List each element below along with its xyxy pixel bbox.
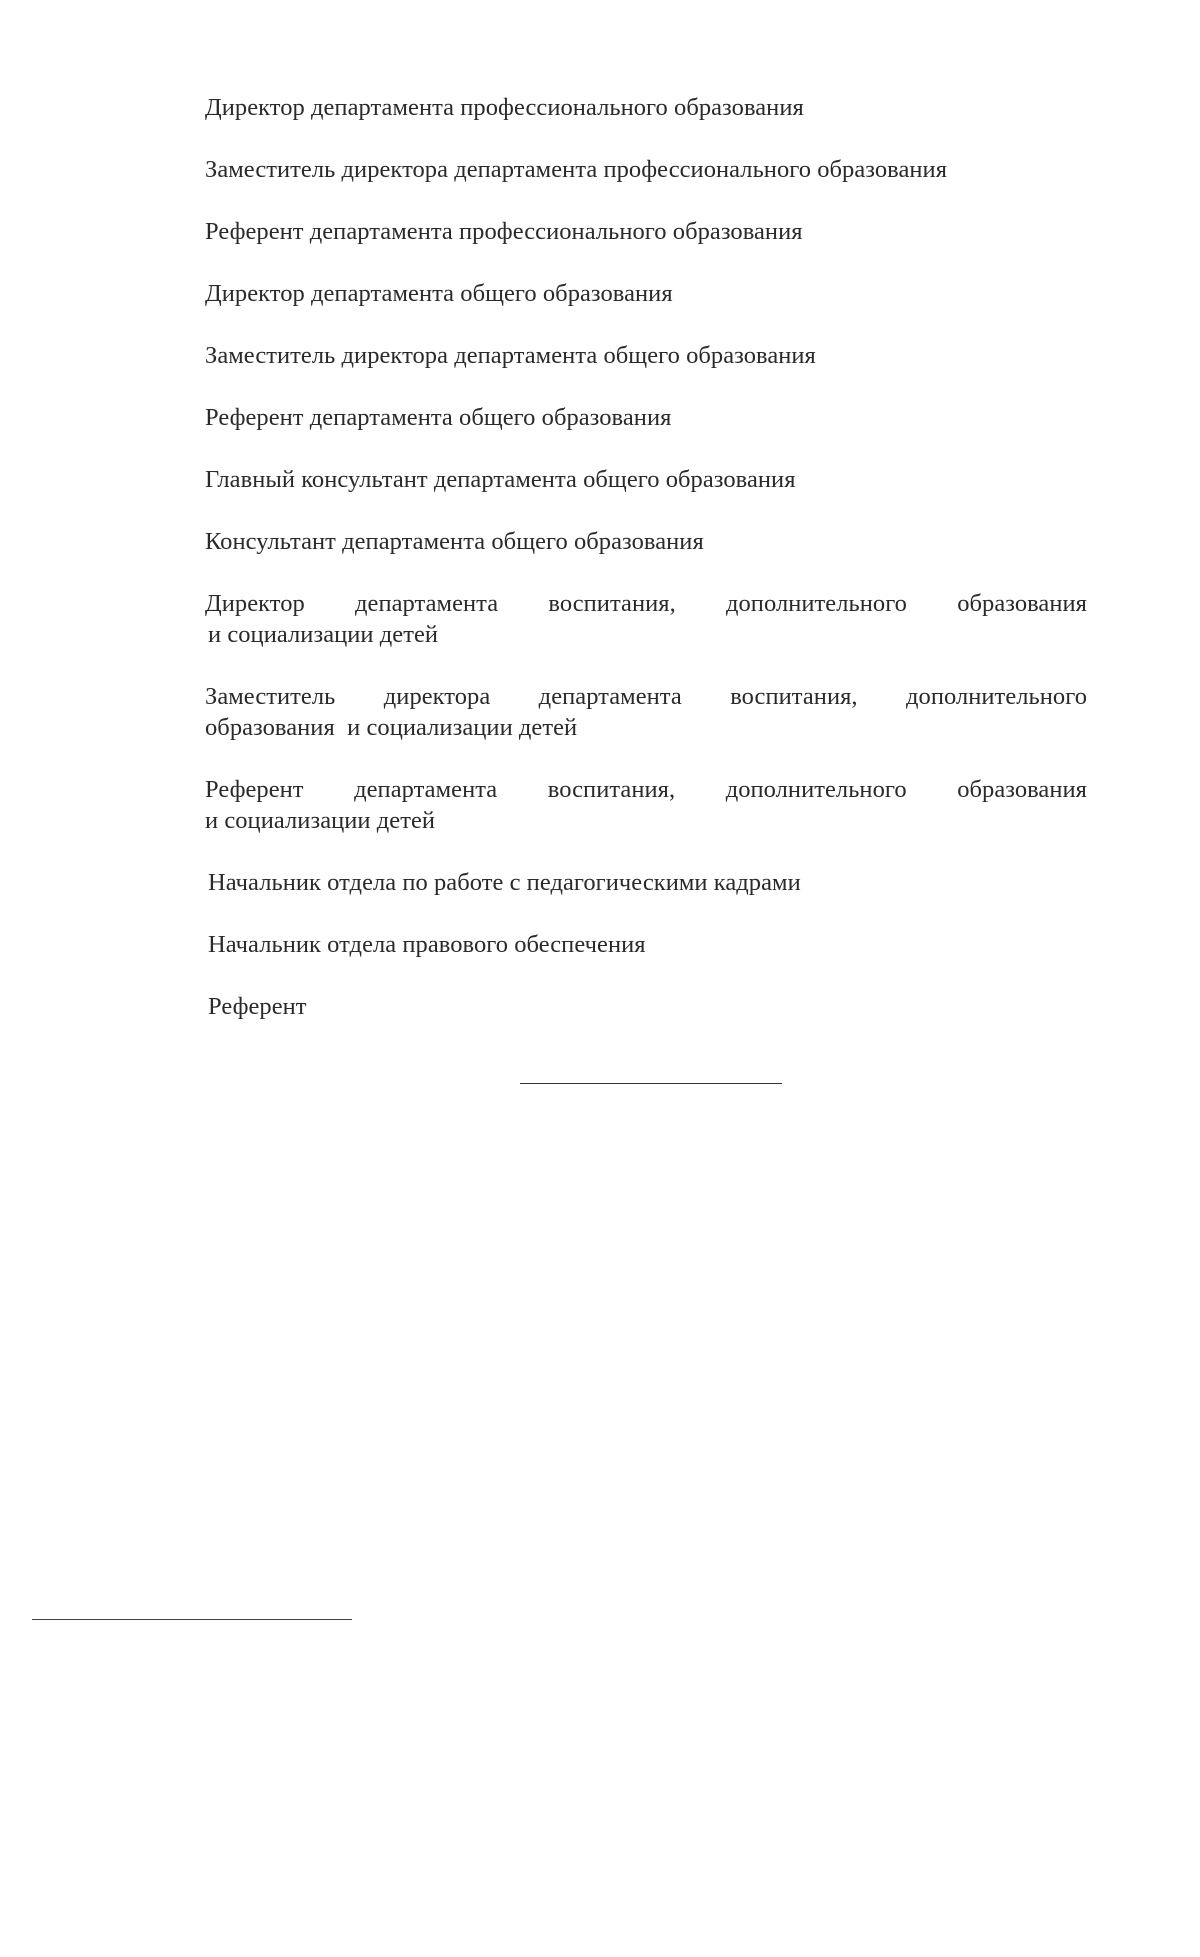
end-of-list-separator (520, 1083, 782, 1084)
footnote-separator (32, 1619, 352, 1620)
position-entry: Директор департамента профессионального образования (205, 94, 804, 121)
position-entry: Начальник отдела по работе с педагогическими кадрами (208, 869, 801, 896)
position-entry-line: Заместитель директора департамента воспитания, дополнительного (205, 683, 1087, 710)
position-list (205, 92, 1087, 1053)
position-entry-line: Референт департамента воспитания, дополнительного образования (205, 776, 1087, 803)
position-entry: Главный консультант департамента общего образования (205, 466, 796, 493)
position-entry: Директор департамента общего образования (205, 280, 673, 307)
position-entry: Консультант департамента общего образования (205, 528, 704, 555)
position-entry: Начальник отдела правового обеспечения (208, 931, 646, 958)
position-entry-line: Директор департамента воспитания, дополнительного образования (205, 590, 1087, 617)
position-entry: Референт (208, 993, 307, 1020)
position-entry-multiline (205, 774, 1087, 836)
position-entry: Заместитель директора департамента общего образования (205, 342, 816, 369)
position-entry-line: и социализации детей (208, 621, 439, 648)
position-entry-multiline (205, 588, 1087, 650)
position-entry-line: и социализации детей (205, 807, 436, 834)
position-entry: Референт департамента общего образования (205, 404, 672, 431)
position-entry: Референт департамента профессионального образования (205, 218, 803, 245)
position-entry-multiline (205, 681, 1087, 743)
position-entry: Заместитель директора департамента профессионального образования (205, 156, 948, 183)
position-entry-line: образования и социализации детей (205, 714, 578, 741)
